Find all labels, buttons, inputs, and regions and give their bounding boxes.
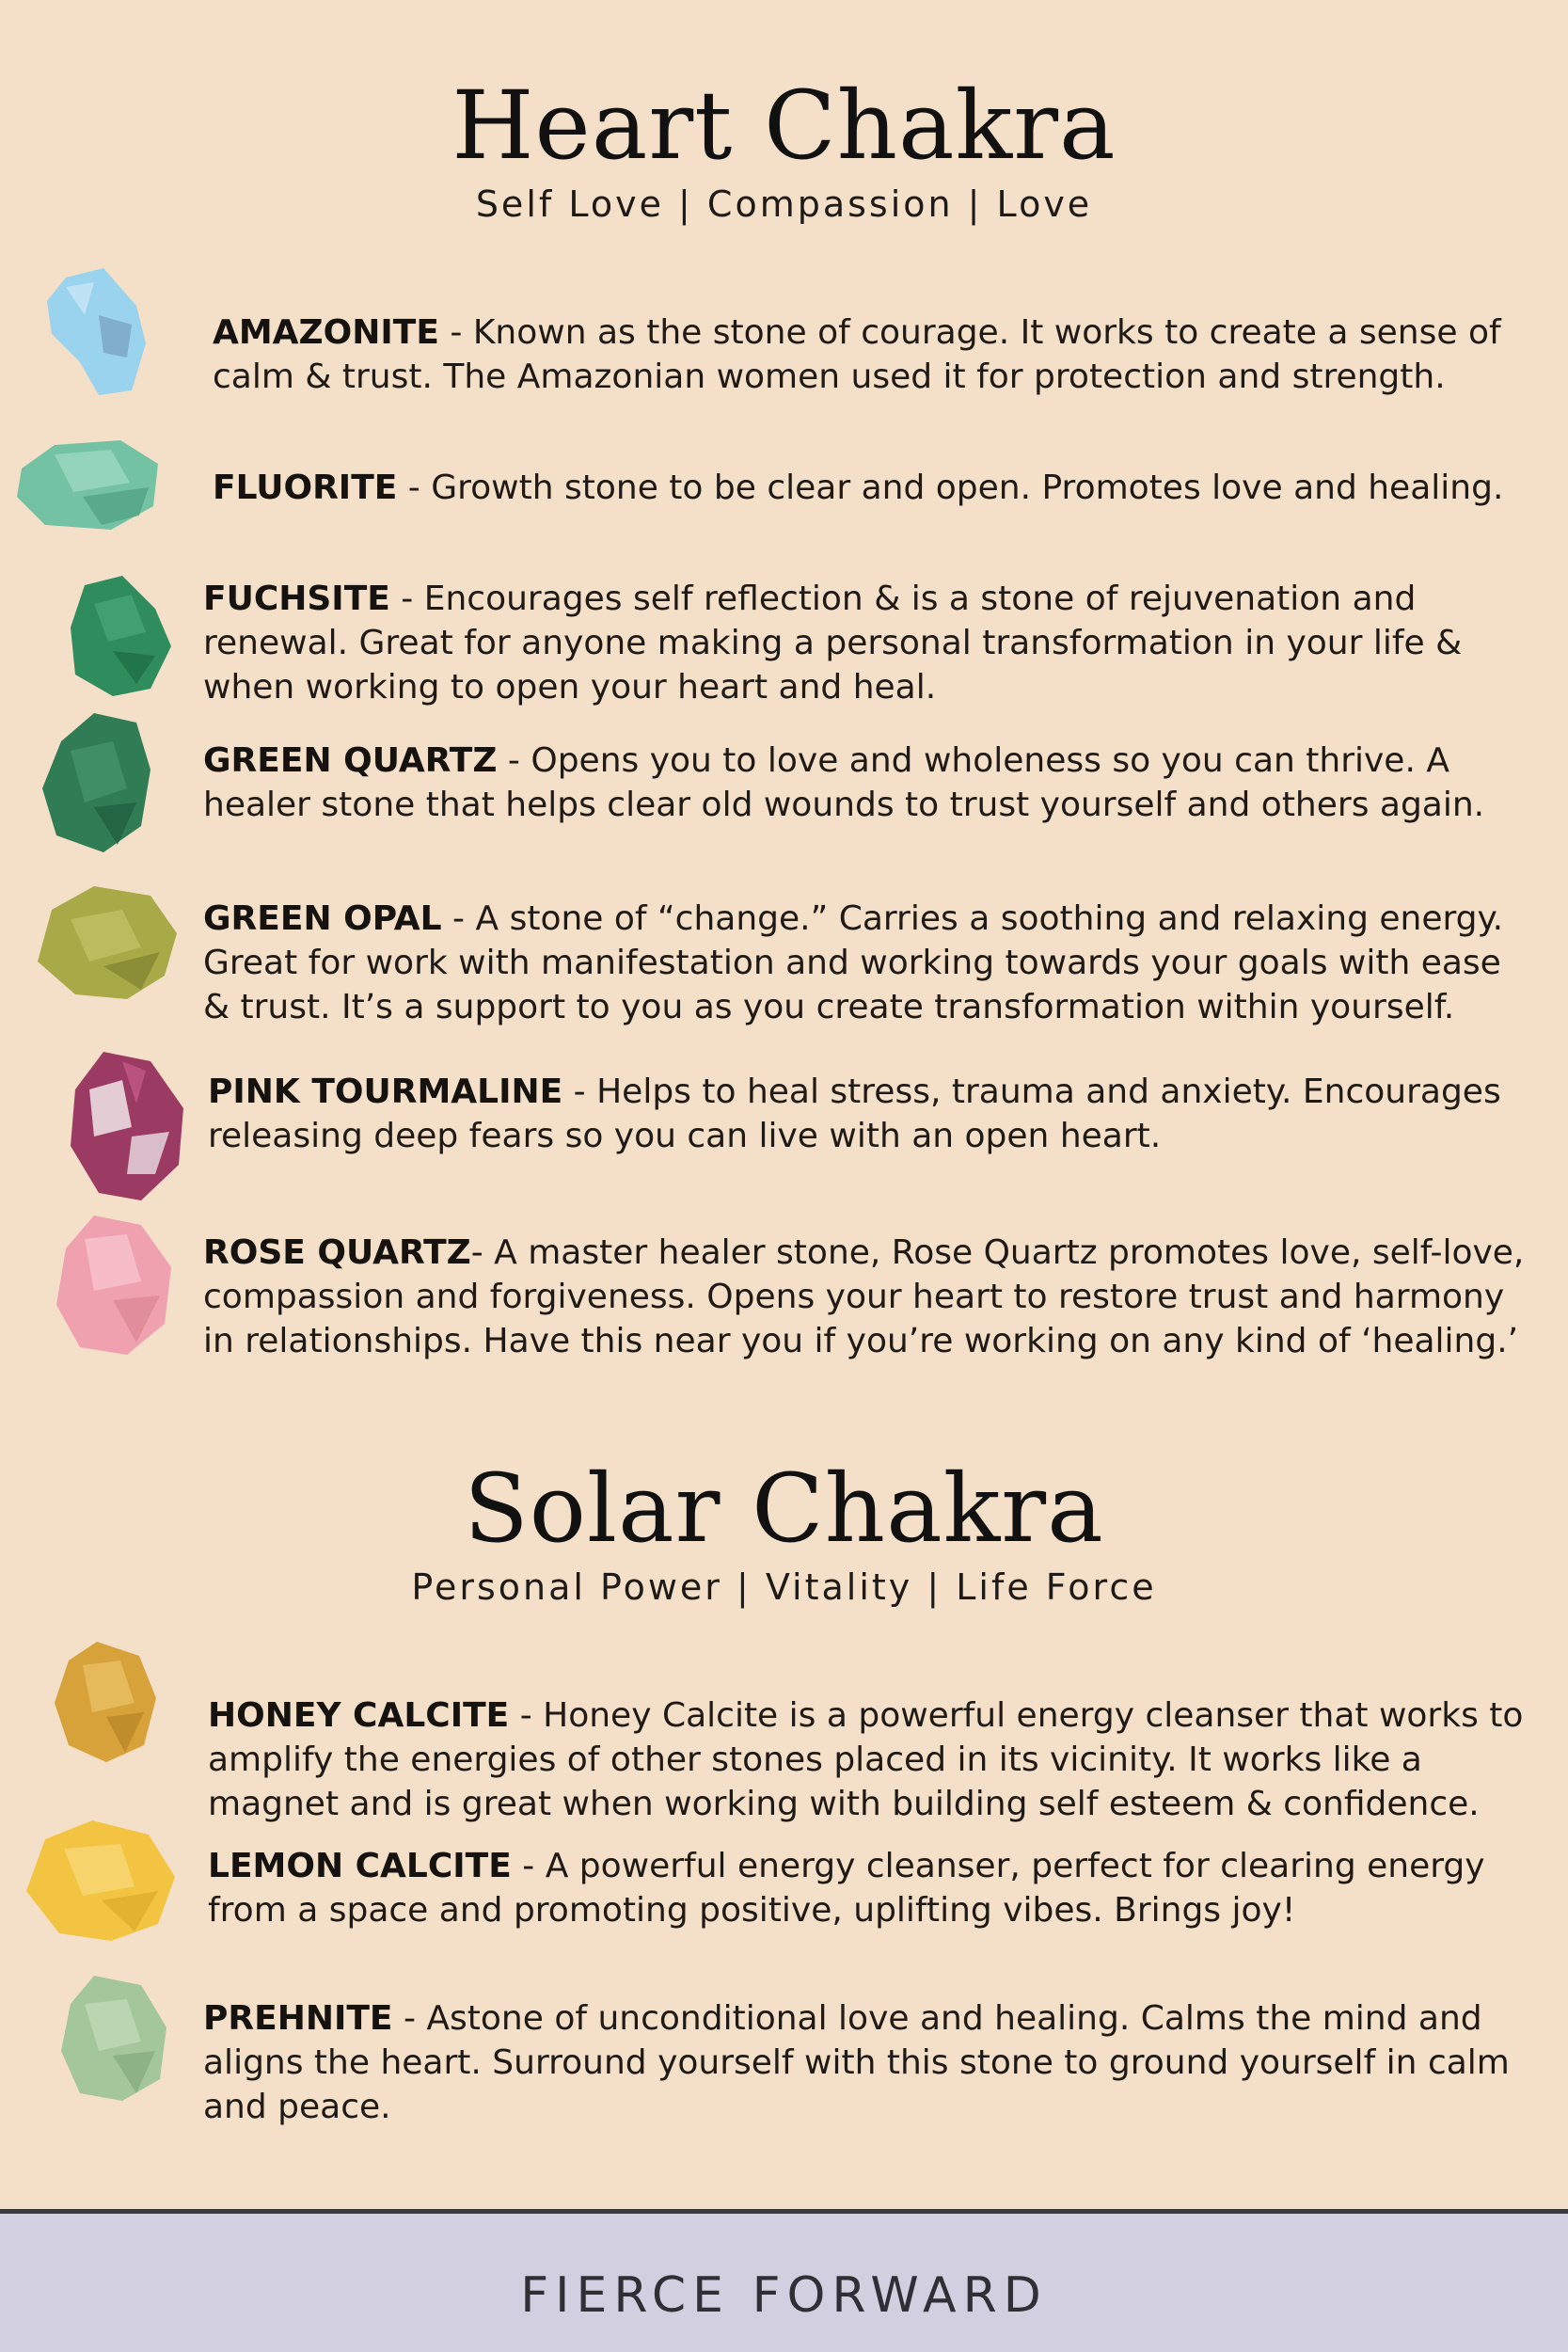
brand-name: FIERCE FORWARD	[520, 2267, 1048, 2324]
heart-chakra-subtitle: Self Love | Compassion | Love	[475, 183, 1093, 225]
stone-description: Encourages self reflection & is a stone of rejuvenation and renewal. Great for anyone making a personal transformation in your life & when working to open your heart and heal.	[203, 580, 1463, 707]
prehnite-stone-icon	[61, 1976, 169, 2103]
stone-name: ROSE QUARTZ	[203, 1233, 471, 1272]
solar-chakra-subtitle: Personal Power | Vitality | Life Force	[411, 1566, 1157, 1608]
stone-name: PINK TOURMALINE	[208, 1073, 563, 1111]
honey-calcite-stone-icon	[55, 1642, 158, 1764]
stone-name: FUCHSITE	[203, 580, 390, 618]
fuchsite-stone-icon	[66, 576, 174, 698]
stone-name: PREHNITE	[203, 1999, 393, 2038]
amazonite-stone-icon	[42, 268, 150, 400]
stone-name: FLUORITE	[213, 469, 398, 507]
honey-calcite-entry: HONEY CALCITE - Honey Calcite is a powerful energy cleanser that works to amplify the energies of other stones placed in its vicinity. It works like a magnet and is great when working with building self esteem & confidence.	[208, 1696, 1524, 1823]
stone-name: HONEY CALCITE	[208, 1696, 510, 1735]
green-quartz-stone-icon	[42, 713, 155, 854]
rose-quartz-entry: ROSE QUARTZ- A master healer stone, Rose Quartz promotes love, self-love, compassion and forgiveness. Opens your heart to restore trust and harmony in relationships. Have this near you if you’re working on any kind of ‘healing.’	[203, 1233, 1525, 1360]
pink-tourmaline-entry: PINK TOURMALINE - Helps to heal stress, trauma and anxiety. Encourages releasing deep fears so you can live with an open heart.	[208, 1073, 1501, 1155]
fluorite-entry: FLUORITE - Growth stone to be clear and open. Promotes love and healing.	[213, 469, 1504, 507]
stone-description: A powerful energy cleanser, perfect for clearing energy from a space and promoting positive, uplifting vibes. Brings joy!	[208, 1847, 1485, 1930]
rose-quartz-stone-icon	[56, 1216, 174, 1357]
green-opal-stone-icon	[38, 886, 179, 1004]
stone-description: Known as the stone of courage. It works to create a sense of calm & trust. The Amazonian women used it for protection and strength.	[213, 313, 1501, 396]
lemon-calcite-entry: LEMON CALCITE - A powerful energy cleanser, perfect for clearing energy from a space and promoting positive, uplifting vibes. Brings joy!	[208, 1847, 1485, 1930]
amazonite-entry: AMAZONITE - Known as the stone of courage. It works to create a sense of calm & trust. The Amazonian women used it for protection and strength.	[213, 313, 1501, 396]
fuchsite-entry: FUCHSITE - Encourages self reflection & is a stone of rejuvenation and renewal. Great for anyone making a personal transformation in your life & when working to open your heart and heal.	[203, 580, 1463, 707]
pink-tourmaline-stone-icon	[66, 1052, 188, 1202]
stone-description: A master healer stone, Rose Quartz promotes love, self-love, compassion and forgiveness. Opens your heart to restore trust and harmony in relationships. Have this near you if you’re working on any kind of ‘healing.’	[203, 1233, 1525, 1360]
solar-chakra-title: Solar Chakra	[464, 1454, 1104, 1564]
stone-name: AMAZONITE	[213, 313, 439, 352]
stone-description: Opens you to love and wholeness so you can thrive. A healer stone that helps clear old wounds to trust yourself and others again.	[203, 741, 1485, 824]
stone-description: A stone of “change.” Carries a soothing and relaxing energy. Great for work with manifestation and working towards your goals with ease & trust. It’s a support to you as you create transformation within yourself.	[203, 899, 1504, 1026]
stone-name: LEMON CALCITE	[208, 1847, 512, 1885]
lemon-calcite-stone-icon	[26, 1820, 177, 1943]
stone-description: Honey Calcite is a powerful energy cleanser that works to amplify the energies of other stones placed in its vicinity. It works like a magnet and is great when working with building self esteem & confidence.	[208, 1696, 1524, 1823]
green-opal-entry: GREEN OPAL - A stone of “change.” Carries a soothing and relaxing energy. Great for work with manifestation and working towards your goals with ease & trust. It’s a support to you as you create transformation within yourself.	[203, 899, 1504, 1026]
green-quartz-entry: GREEN QUARTZ - Opens you to love and wholeness so you can thrive. A healer stone that helps clear old wounds to trust yourself and others again.	[203, 741, 1485, 824]
fluorite-stone-icon	[17, 440, 163, 534]
stone-description: Helps to heal stress, trauma and anxiety. Encourages releasing deep fears so you can live with an open heart.	[208, 1073, 1501, 1155]
stone-name: GREEN OPAL	[203, 899, 442, 938]
stone-description: Growth stone to be clear and open. Promotes love and healing.	[431, 469, 1504, 507]
heart-chakra-title: Heart Chakra	[451, 71, 1117, 181]
stone-name: GREEN QUARTZ	[203, 741, 498, 780]
stone-description: Astone of unconditional love and healing. Calms the mind and aligns the heart. Surround yourself with this stone to ground yourself in calm and peace.	[203, 1999, 1510, 2126]
prehnite-entry: PREHNITE - Astone of unconditional love and healing. Calms the mind and aligns the heart. Surround yourself with this stone to ground yourself in calm and peace.	[203, 1999, 1510, 2126]
